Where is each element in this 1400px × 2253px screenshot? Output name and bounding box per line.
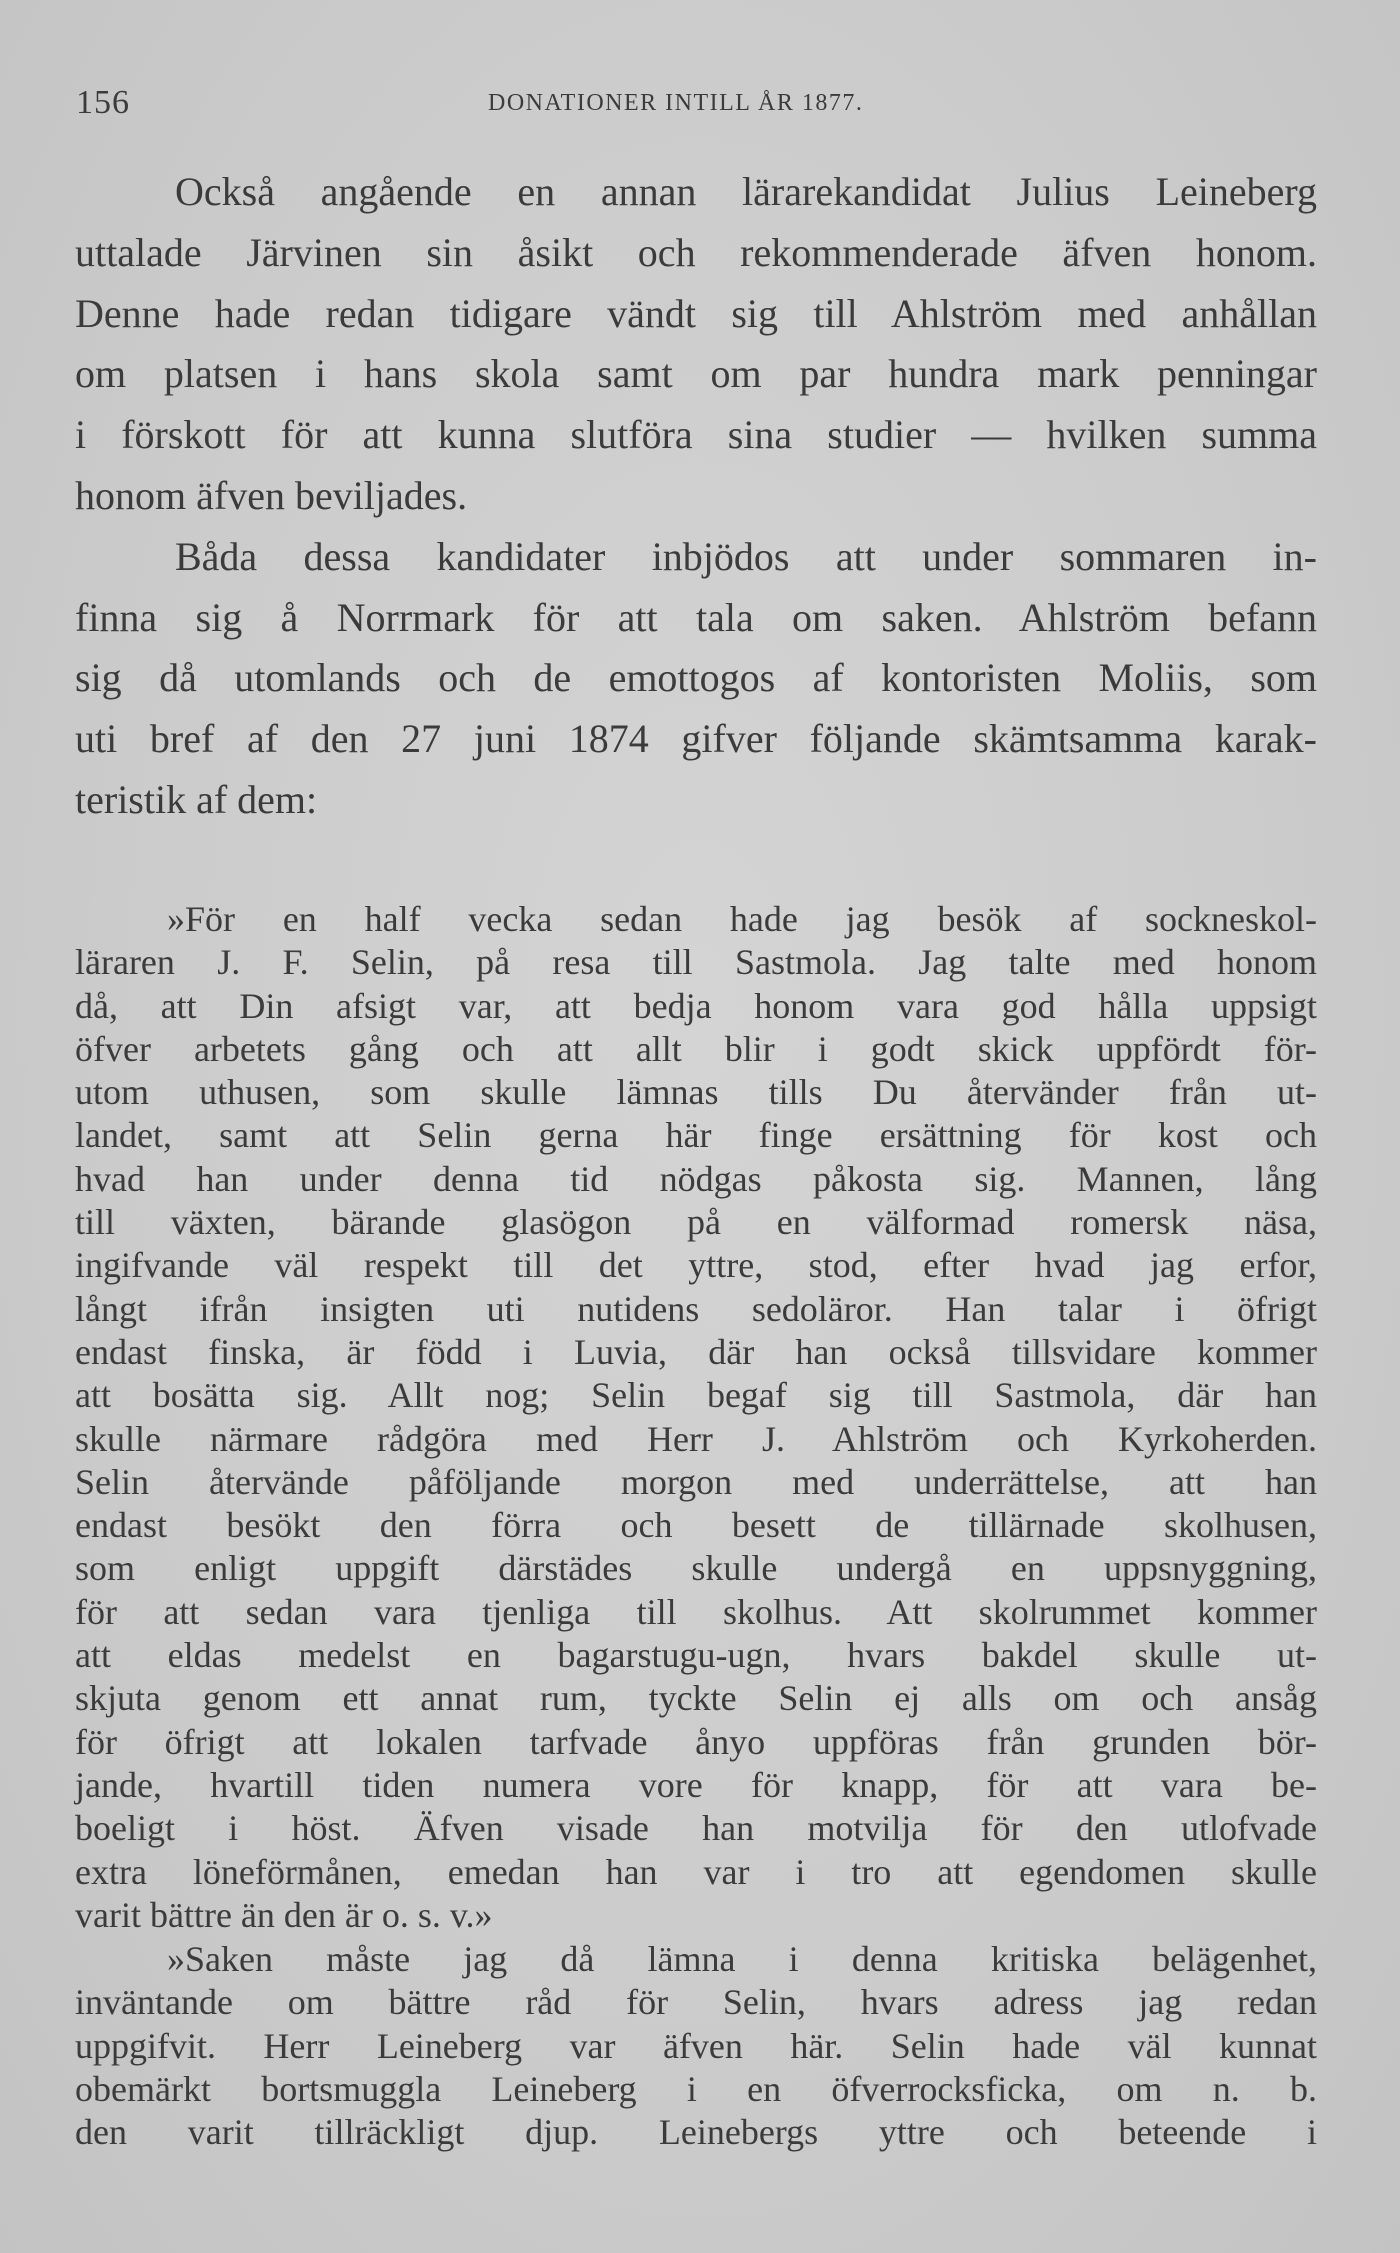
quote-line: »För en half vecka sedan hade jag besök af sockneskol- — [167, 899, 1317, 939]
quote-line: inväntande om bättre råd för Selin, hvars adress jag redan — [75, 1982, 1317, 2023]
quote-line: skjuta genom ett annat rum, tyckte Selin ej alls om och ansåg — [75, 1678, 1317, 1719]
text-line: uti bref af den 27 juni 1874 gifver följande skämtsamma karak- — [75, 716, 1317, 762]
text-line: Denne hade redan tidigare vändt sig till Ahlström med anhållan — [75, 290, 1317, 336]
text-line: i förskott för att kunna slutföra sina studier — hvilken summa — [75, 412, 1317, 458]
text-line: Också angående en annan lärarekandidat Julius Leineberg — [175, 169, 1317, 214]
quote-line: endast finska, är född i Luvia, där han också tillsvidare kommer — [75, 1331, 1317, 1372]
quote-line: extra löneförmånen, emedan han var i tro att egendomen skulle — [75, 1851, 1317, 1892]
quote-line: »Saken måste jag då lämna i denna kritiska belägenhet, — [167, 1939, 1317, 1979]
quote-line: långt ifrån insigten uti nutidens sedoläror. Han talar i öfrigt — [75, 1288, 1317, 1329]
quote-line: obemärkt bortsmuggla Leineberg i en öfverrocksficka, om n. b. — [75, 2068, 1317, 2109]
quote-line: Selin återvände påföljande morgon med underrättelse, att han — [75, 1461, 1317, 1502]
quote-line: då, att Din afsigt var, att bedja honom vara god hålla uppsigt — [75, 985, 1317, 1026]
quote-line: uppgifvit. Herr Leineberg var äfven här. Selin hade väl kunnat — [75, 2025, 1317, 2066]
quote-line: endast besökt den förra och besett de tillärnade skolhusen, — [75, 1505, 1317, 1546]
page-header — [76, 84, 1316, 124]
quote-line: utom uthusen, som skulle lämnas tills Du återvänder från ut- — [75, 1072, 1317, 1113]
text-line: finna sig å Norrmark för att tala om saken. Ahlström befann — [75, 594, 1317, 640]
quote-line: som enligt uppgift därstädes skulle undergå en uppsnyggning, — [75, 1548, 1317, 1589]
quote-line: jande, hvartill tiden numera vore för knapp, för att vara be- — [75, 1764, 1317, 1805]
text-line: uttalade Järvinen sin åsikt och rekommenderade äfven honom. — [75, 229, 1317, 275]
quote-line: hvad han under denna tid nödgas påkosta sig. Mannen, lång — [75, 1158, 1317, 1199]
text-line: teristik af dem: — [75, 776, 318, 822]
quote-line: läraren J. F. Selin, på resa till Sastmola. Jag talte med honom — [75, 942, 1317, 983]
text-line: om platsen i hans skola samt om par hundra mark penningar — [75, 351, 1317, 397]
text-line: sig då utomlands och de emottogos af kontoristen Moliis, som — [75, 655, 1317, 701]
quote-line: boeligt i höst. Äfven visade han motvilja för den utlofvade — [75, 1808, 1317, 1849]
page-number: 156 — [76, 84, 130, 121]
quote-line: att bosätta sig. Allt nog; Selin begaf sig till Sastmola, där han — [75, 1375, 1317, 1416]
body-text — [75, 162, 1317, 831]
quote-line: skulle närmare rådgöra med Herr J. Ahlström och Kyrkoherden. — [75, 1418, 1317, 1459]
paragraph — [75, 162, 1317, 527]
paragraph — [75, 527, 1317, 831]
block-quote — [75, 898, 1317, 1937]
quote-line: för öfrigt att lokalen tarfvade ånyo uppföras från grunden bör- — [75, 1721, 1317, 1762]
quote-line: ingifvande väl respekt till det yttre, stod, efter hvad jag erfor, — [75, 1245, 1317, 1286]
text-line: honom äfven beviljades. — [75, 472, 468, 518]
quote-line: varit bättre än den är o. s. v.» — [75, 1894, 493, 1935]
quote-line: att eldas medelst en bagarstugu-ugn, hvars bakdel skulle ut- — [75, 1635, 1317, 1676]
quote-line: landet, samt att Selin gerna här finge ersättning för kost och — [75, 1115, 1317, 1156]
quote-line: till växten, bärande glasögon på en välformad romersk näsa, — [75, 1202, 1317, 1243]
text-line: Båda dessa kandidater inbjödos att under sommaren in- — [175, 533, 1317, 579]
quote-line: för att sedan vara tjenliga till skolhus. Att skolrummet kommer — [75, 1591, 1317, 1632]
quote-line: den varit tillräckligt djup. Leinebergs yttre och beteende i — [75, 2112, 1317, 2153]
running-head: DONATIONER INTILL ÅR 1877. — [488, 90, 864, 116]
block-quote — [75, 1938, 1317, 2154]
quote-line: öfver arbetets gång och att allt blir i godt skick uppfördt för- — [75, 1028, 1317, 1069]
